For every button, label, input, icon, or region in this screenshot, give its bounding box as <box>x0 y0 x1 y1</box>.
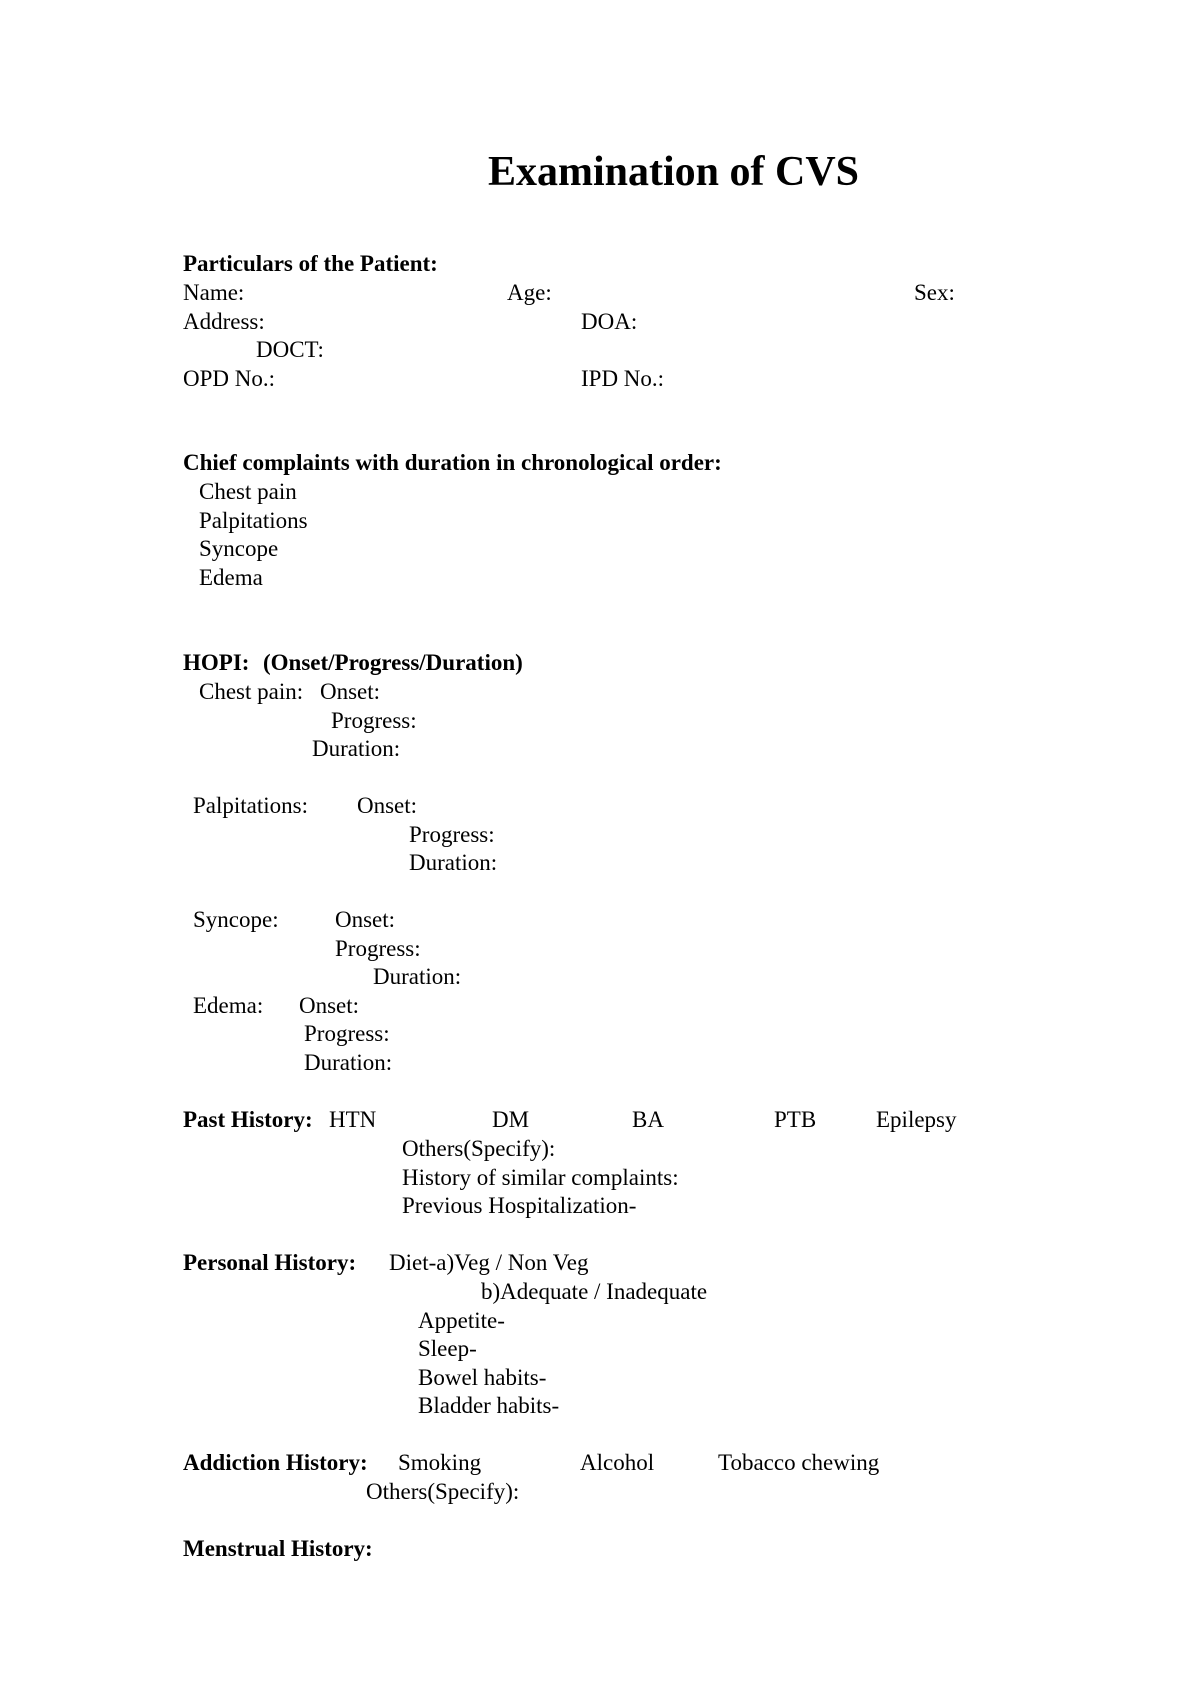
personal-history-diet-a: Diet-a)Veg / Non Veg <box>389 1250 589 1275</box>
addiction-history-item: Alcohol <box>580 1450 655 1475</box>
opd-label: OPD No.: <box>183 366 276 391</box>
hopi-chest-pain-progress: Progress: <box>331 708 417 733</box>
name-label: Name: <box>183 280 245 305</box>
age-label: Age: <box>507 280 552 305</box>
personal-history-bowel: Bowel habits- <box>418 1365 547 1390</box>
chief-complaints-heading: Chief complaints with duration in chronological order: <box>183 450 722 475</box>
hopi-subheading: (Onset/Progress/Duration) <box>263 650 523 675</box>
ipd-label: IPD No.: <box>581 366 665 391</box>
address-label: Address: <box>183 309 265 334</box>
past-history-item: HTN <box>329 1107 377 1132</box>
hopi-chest-pain-label: Chest pain: <box>199 679 304 704</box>
personal-history-sleep: Sleep- <box>418 1336 477 1361</box>
past-history-item: DM <box>492 1107 530 1132</box>
personal-history-bladder: Bladder habits- <box>418 1393 560 1418</box>
past-history-heading: Past History: <box>183 1107 313 1132</box>
hopi-chest-pain-duration: Duration: <box>312 736 401 761</box>
hopi-syncope-duration: Duration: <box>373 964 462 989</box>
particulars-heading: Particulars of the Patient: <box>183 251 438 276</box>
addiction-history-others: Others(Specify): <box>366 1479 520 1504</box>
addiction-history-heading: Addiction History: <box>183 1450 368 1475</box>
addiction-history-item: Tobacco chewing <box>718 1450 880 1475</box>
personal-history-heading: Personal History: <box>183 1250 357 1275</box>
personal-history-diet-b: b)Adequate / Inadequate <box>481 1279 708 1304</box>
doa-label: DOA: <box>581 309 638 334</box>
hopi-edema-progress: Progress: <box>304 1021 390 1046</box>
hopi-chest-pain-onset: Onset: <box>320 679 381 704</box>
hopi-palpitations-onset: Onset: <box>357 793 418 818</box>
past-history-hospitalization: Previous Hospitalization- <box>402 1193 637 1218</box>
page-title: Examination of CVS <box>487 149 860 195</box>
chief-complaint-item: Edema <box>199 565 263 590</box>
menstrual-history-heading: Menstrual History: <box>183 1536 373 1561</box>
chief-complaint-item: Palpitations <box>199 508 308 533</box>
past-history-similar: History of similar complaints: <box>402 1165 679 1190</box>
past-history-item: BA <box>632 1107 664 1132</box>
past-history-item: PTB <box>774 1107 817 1132</box>
hopi-edema-label: Edema: <box>193 993 264 1018</box>
hopi-syncope-label: Syncope: <box>193 907 279 932</box>
hopi-edema-duration: Duration: <box>304 1050 393 1075</box>
hopi-edema-onset: Onset: <box>299 993 360 1018</box>
personal-history-appetite: Appetite- <box>418 1308 505 1333</box>
hopi-syncope-progress: Progress: <box>335 936 421 961</box>
doct-label: DOCT: <box>256 337 324 362</box>
sex-label: Sex: <box>914 280 955 305</box>
chief-complaint-item: Chest pain <box>199 479 297 504</box>
addiction-history-item: Smoking <box>398 1450 482 1475</box>
hopi-palpitations-progress: Progress: <box>409 822 495 847</box>
hopi-heading: HOPI: <box>183 650 250 675</box>
past-history-item: Epilepsy <box>876 1107 957 1132</box>
past-history-others: Others(Specify): <box>402 1136 556 1161</box>
hopi-palpitations-duration: Duration: <box>409 850 498 875</box>
hopi-palpitations-label: Palpitations: <box>193 793 308 818</box>
hopi-syncope-onset: Onset: <box>335 907 396 932</box>
chief-complaint-item: Syncope <box>199 536 279 561</box>
